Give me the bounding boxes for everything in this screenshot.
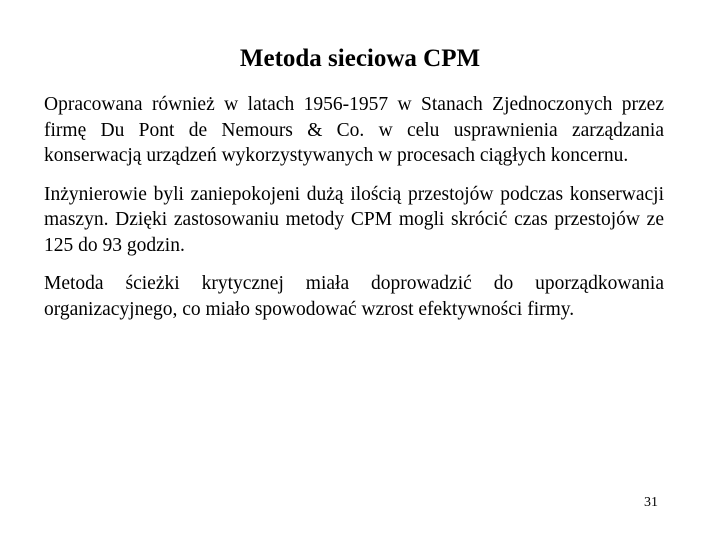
paragraph-2: Inżynierowie byli zaniepokojeni dużą ilością przestojów podczas konserwacji maszyn. Dzięki zastosowaniu metody CPM mogli skrócić czas przestojów ze 125 do 93 godzin. [44, 183, 664, 256]
slide-title: Metoda sieciowa CPM [239, 45, 481, 72]
paragraph-1: Opracowana również w latach 1956-1957 w Stanach Zjednoczonych przez firmę Du Pont de Nemours & Co. w celu usprawnienia zarządzania konserwacją urządzeń wykorzystywanych w procesach ciągłych koncernu. [44, 94, 664, 166]
paragraph-3: Metoda ścieżki krytycznej miała doprowadzić do uporządkowania organizacyjnego, co miało spowodować wzrost efektywności firmy. [44, 273, 664, 320]
page-number: 31 [644, 495, 658, 510]
slide-body [44, 92, 664, 335]
